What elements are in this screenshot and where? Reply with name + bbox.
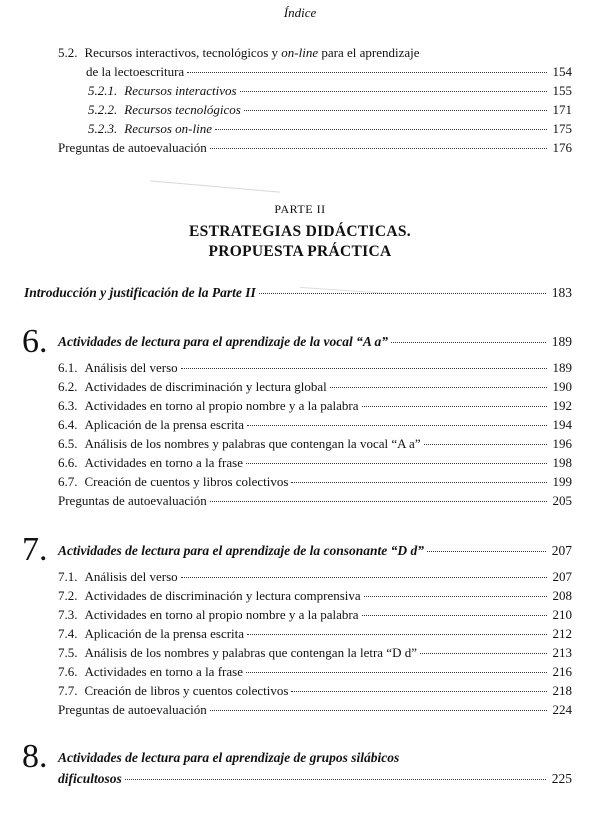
- section-title: Actividades de discriminación y lectura comprensiva: [84, 588, 361, 603]
- section-title: Aplicación de la prensa escrita: [84, 417, 245, 432]
- toc-section[interactable]: [58, 682, 572, 700]
- section-title: Actividades en torno al propio nombre y a la palabra: [84, 398, 359, 413]
- dot-leader: [240, 90, 547, 92]
- toc-chapter-7[interactable]: [58, 542, 572, 560]
- section-number: 6.1.: [58, 360, 78, 375]
- toc-section[interactable]: [58, 625, 572, 643]
- page-number: 192: [552, 398, 572, 413]
- section-number: 6.6.: [58, 455, 78, 470]
- chapter-title: Actividades de lectura para el aprendizaje de la vocal “A a”: [58, 334, 388, 349]
- page-number: 189: [551, 334, 572, 349]
- dot-leader: [210, 709, 547, 711]
- section-title: Aplicación de la prensa escrita: [84, 626, 245, 641]
- part-title-line2: PROPUESTA PRÁCTICA: [208, 243, 392, 260]
- section-title: Actividades en torno a la frase: [84, 664, 243, 679]
- dot-leader: [291, 481, 546, 483]
- questions-title: Preguntas de autoevaluación: [58, 140, 207, 155]
- page-number: 155: [552, 83, 572, 98]
- section-title: Análisis de los nombres y palabras que contengan la letra “D d”: [84, 645, 417, 660]
- section-number: 6.3.: [58, 398, 78, 413]
- page-number: 194: [552, 417, 572, 432]
- dot-leader: [181, 367, 547, 369]
- page-number: 176: [552, 140, 572, 155]
- dot-leader: [330, 386, 547, 388]
- dot-leader: [424, 443, 547, 445]
- subsection-title: Recursos on-line: [124, 121, 212, 136]
- subsection-number: 5.2.2.: [88, 102, 118, 117]
- section-title-part: Recursos interactivos, tecnológicos y: [84, 45, 282, 60]
- dot-leader: [247, 633, 546, 635]
- toc-section[interactable]: [58, 416, 572, 434]
- toc-section-5-2[interactable]: [58, 44, 420, 62]
- section-number: 6.5.: [58, 436, 78, 451]
- page-number: 207: [551, 543, 572, 558]
- page-number: 210: [552, 607, 572, 622]
- page-number: 208: [552, 588, 572, 603]
- section-title-line2: de la lectoescritura: [86, 64, 185, 79]
- dot-leader: [420, 652, 547, 654]
- dot-leader: [427, 550, 546, 552]
- section-number: 6.4.: [58, 417, 78, 432]
- questions-title: Preguntas de autoevaluación: [58, 493, 207, 508]
- dot-leader: [247, 424, 546, 426]
- chapter-title: Actividades de lectura para el aprendizaje de la consonante “D d”: [58, 543, 424, 558]
- toc-section[interactable]: [58, 606, 572, 624]
- toc-section[interactable]: [58, 378, 572, 396]
- section-number: 6.7.: [58, 474, 78, 489]
- dot-leader: [362, 614, 547, 616]
- chapter-number: 8.: [22, 738, 48, 775]
- section-number: 7.6.: [58, 664, 78, 679]
- page-number: 198: [552, 455, 572, 470]
- toc-section[interactable]: [58, 435, 572, 453]
- toc-chapter-6[interactable]: [58, 333, 572, 351]
- intro-title: Introducción y justificación de la Parte II: [24, 285, 256, 300]
- page-number: 216: [552, 664, 572, 679]
- toc-section[interactable]: [58, 644, 572, 662]
- section-title: Actividades en torno al propio nombre y a la palabra: [84, 607, 359, 622]
- toc-questions[interactable]: [58, 492, 572, 510]
- dot-leader: [364, 595, 547, 597]
- page-number: 205: [552, 493, 572, 508]
- page-number: 189: [552, 360, 572, 375]
- section-number: 7.4.: [58, 626, 78, 641]
- toc-section-5-2-cont[interactable]: [86, 63, 572, 81]
- running-head: Índice: [283, 5, 317, 20]
- page-number: 175: [552, 121, 572, 136]
- section-title: Análisis de los nombres y palabras que contengan la vocal “A a”: [84, 436, 421, 451]
- page-number: 218: [552, 683, 572, 698]
- toc-intro[interactable]: [24, 284, 572, 302]
- toc-questions[interactable]: [58, 701, 572, 719]
- toc-chapter-8-line2[interactable]: [58, 770, 572, 788]
- toc-section[interactable]: [58, 663, 572, 681]
- toc-questions[interactable]: [58, 139, 572, 157]
- dot-leader: [246, 462, 547, 464]
- dot-leader: [391, 341, 546, 343]
- section-title: Actividades de discriminación y lectura global: [84, 379, 327, 394]
- page-number: 190: [552, 379, 572, 394]
- section-number: 7.2.: [58, 588, 78, 603]
- section-title: Análisis del verso: [84, 569, 178, 584]
- section-title-part: on-line: [281, 45, 319, 60]
- section-number: 7.1.: [58, 569, 78, 584]
- toc-section[interactable]: [58, 454, 572, 472]
- page-number: 224: [552, 702, 572, 717]
- section-title: Análisis del verso: [84, 360, 178, 375]
- dot-leader: [187, 71, 546, 73]
- chapter-title-line2: dificultosos: [58, 771, 122, 786]
- scan-artifact-line: [150, 180, 280, 192]
- subsection-number: 5.2.3.: [88, 121, 118, 136]
- dot-leader: [125, 778, 546, 780]
- subsection-title: Recursos interactivos: [124, 83, 237, 98]
- page-number: 199: [552, 474, 572, 489]
- toc-section[interactable]: [58, 568, 572, 586]
- section-number: 5.2.: [58, 45, 78, 60]
- dot-leader: [215, 128, 547, 130]
- subsection-title: Recursos tecnológicos: [124, 102, 241, 117]
- page-number: 213: [552, 645, 572, 660]
- dot-leader: [210, 500, 547, 502]
- section-title-part: para el aprendizaje: [318, 45, 420, 60]
- toc-subsection[interactable]: [88, 101, 572, 119]
- page-number: 225: [551, 771, 572, 786]
- page-number: 154: [552, 64, 572, 79]
- dot-leader: [246, 671, 547, 673]
- dot-leader: [244, 109, 547, 111]
- dot-leader: [181, 576, 547, 578]
- part-label: PARTE II: [274, 202, 326, 216]
- chapter-number: 7.: [22, 531, 48, 568]
- chapter-number: 6.: [22, 323, 48, 360]
- toc-subsection[interactable]: [88, 82, 572, 100]
- section-title: Actividades en torno a la frase: [84, 455, 243, 470]
- toc-section[interactable]: [58, 587, 572, 605]
- toc-section[interactable]: [58, 397, 572, 415]
- section-number: 6.2.: [58, 379, 78, 394]
- questions-title: Preguntas de autoevaluación: [58, 702, 207, 717]
- section-title: Creación de libros y cuentos colectivos: [84, 683, 289, 698]
- dot-leader: [291, 690, 546, 692]
- toc-chapter-8-line1[interactable]: [58, 749, 399, 767]
- subsection-number: 5.2.1.: [88, 83, 118, 98]
- chapter-title: Actividades de lectura para el aprendizaje de grupos silábicos: [58, 750, 400, 765]
- dot-leader: [210, 147, 547, 149]
- page-number: 212: [552, 626, 572, 641]
- part-title-line1: ESTRATEGIAS DIDÁCTICAS.: [189, 223, 411, 240]
- page-number: 196: [552, 436, 572, 451]
- section-title: Creación de cuentos y libros colectivos: [84, 474, 289, 489]
- toc-section[interactable]: [58, 473, 572, 491]
- toc-subsection[interactable]: [88, 120, 572, 138]
- section-number: 7.7.: [58, 683, 78, 698]
- toc-section[interactable]: [58, 359, 572, 377]
- page-number: 183: [551, 285, 572, 300]
- page-number: 171: [552, 102, 572, 117]
- section-number: 7.5.: [58, 645, 78, 660]
- dot-leader: [362, 405, 547, 407]
- page-number: 207: [552, 569, 572, 584]
- dot-leader: [259, 292, 546, 294]
- section-number: 7.3.: [58, 607, 78, 622]
